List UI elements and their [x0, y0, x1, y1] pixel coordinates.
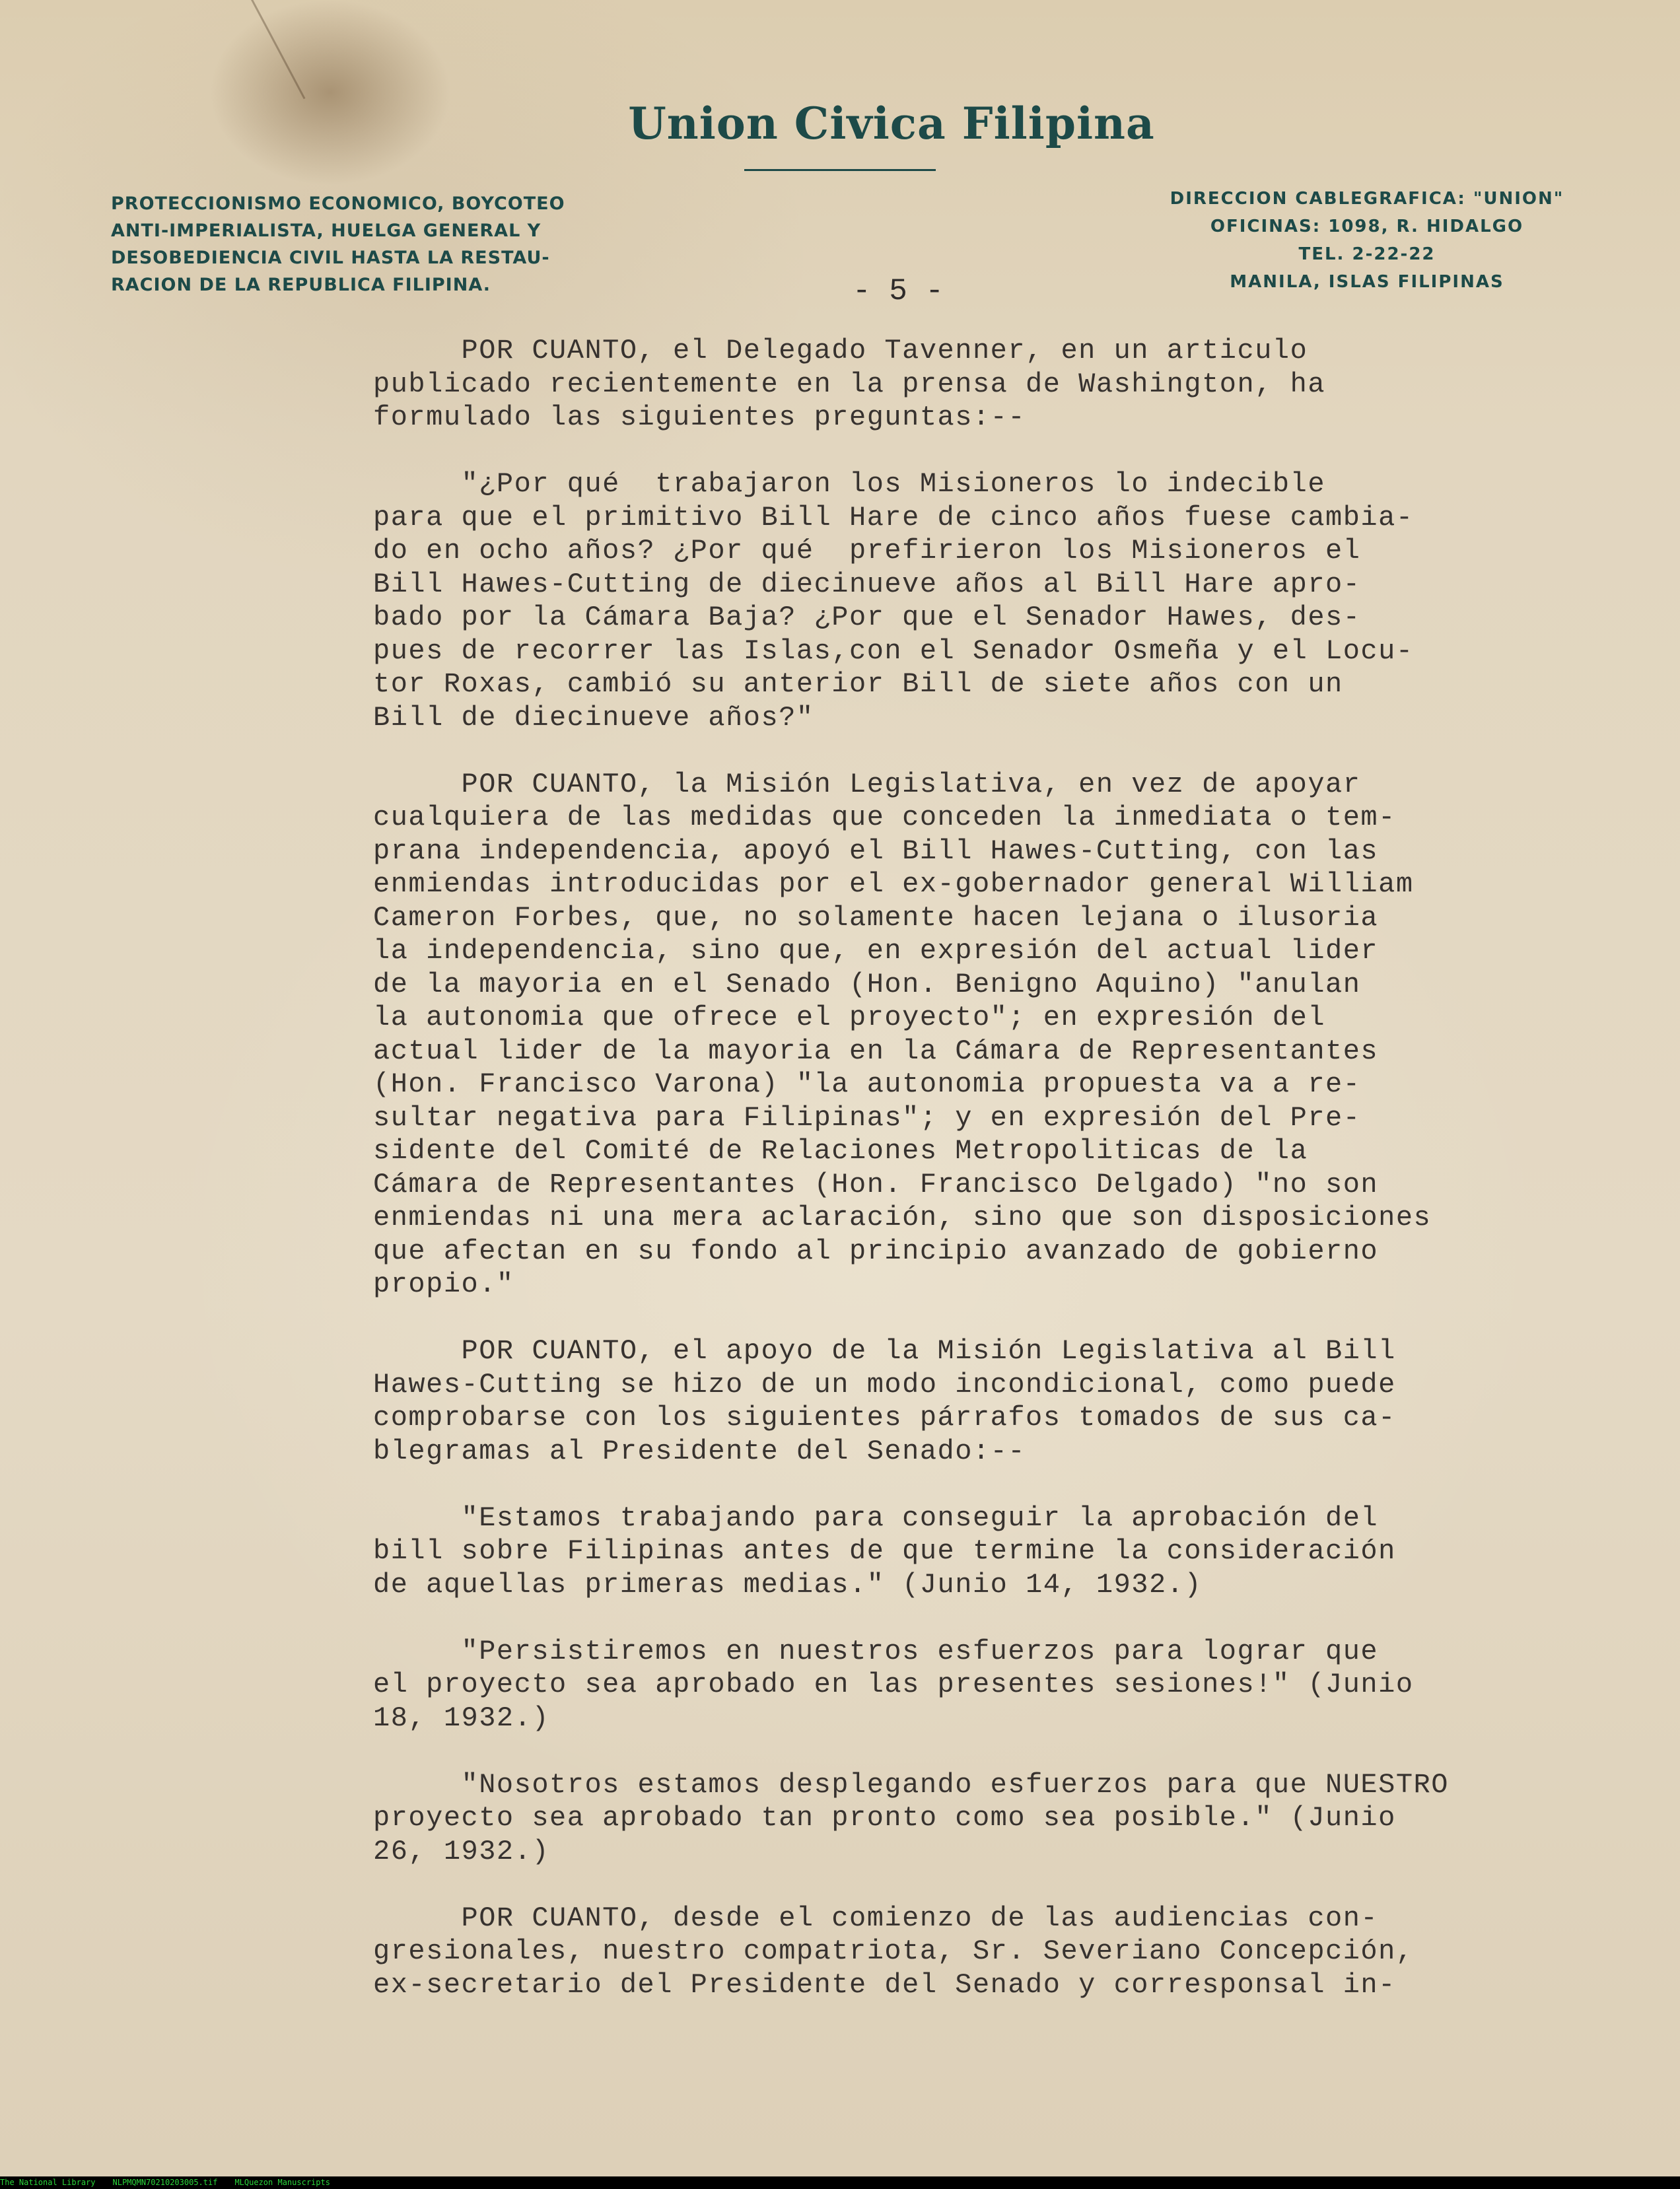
text-line: gresionales, nuestro compatriota, Sr. Severiano Concepción, — [373, 1935, 1414, 1967]
paragraph — [373, 1902, 1648, 2002]
text-line: Cámara de Representantes (Hon. Francisco Delgado) "no son — [373, 1168, 1379, 1200]
page-number: - 5 - — [852, 274, 944, 308]
text-line: "Persistiremos en nuestros esfuerzos para lograr que — [373, 1635, 1379, 1667]
letterhead-title: Union Civica Filipina — [628, 98, 1155, 149]
text-line: la autonomia que ofrece el proyecto"; en expresión del — [373, 1002, 1326, 1033]
text-line: blegramas al Presidente del Senado:-- — [373, 1435, 1026, 1467]
text-line: prana independencia, apoyó el Bill Hawes-Cutting, con las — [373, 835, 1379, 867]
text-line: "Nosotros estamos desplegando esfuerzos para que NUESTRO — [373, 1768, 1449, 1801]
text-line: cualquiera de las medidas que conceden la inmediata o tem- — [373, 802, 1396, 833]
text-line: de aquellas primeras medias." (Junio 14, 1932.) — [373, 1568, 1203, 1601]
paragraph — [373, 1335, 1648, 1468]
text-line: pues de recorrer las Islas,con el Senador Osmeña y el Locu- — [373, 635, 1414, 667]
text-line: el proyecto sea aprobado en las presentes sesiones!" (Junio — [373, 1669, 1414, 1700]
text-line: que afectan en su fondo al principio avanzado de gobierno — [373, 1235, 1379, 1267]
paragraph — [373, 1635, 1648, 1735]
text-line: publicado recientemente en la prensa de Washington, ha — [373, 368, 1326, 400]
letterhead-motto — [111, 190, 600, 298]
text-line: sidente del Comité de Relaciones Metropoliticas de la — [373, 1135, 1308, 1167]
motto-line: DESOBEDIENCIA CIVIL HASTA LA RESTAU- — [111, 248, 550, 268]
text-line: la independencia, sino que, en expresión del actual lider — [373, 935, 1379, 967]
text-line: POR CUANTO, el apoyo de la Misión Legislativa al Bill — [373, 1335, 1396, 1367]
motto-line: PROTECCIONISMO ECONOMICO, BOYCOTEO — [111, 193, 565, 214]
text-line: POR CUANTO, el Delegado Tavenner, en un articulo — [373, 335, 1308, 366]
contact-line: MANILA, ISLAS FILIPINAS — [1230, 272, 1504, 292]
paragraph — [373, 334, 1648, 434]
paragraph — [373, 768, 1648, 1302]
text-line: enmiendas ni una mera aclaración, sino que son disposiciones — [373, 1202, 1432, 1233]
text-line: "¿Por qué trabajaron los Misioneros lo indecible — [373, 468, 1326, 500]
footer-file: NLPMQMN70210203005.tif — [112, 2178, 218, 2187]
paragraph — [373, 1502, 1648, 1602]
text-line: ex-secretario del Presidente del Senado y corresponsal in- — [373, 1968, 1396, 2001]
typed-body — [373, 334, 1648, 2001]
text-line: de la mayoria en el Senado (Hon. Benigno Aquino) "anulan — [373, 968, 1361, 1000]
text-line: actual lider de la mayoria en la Cámara de Representantes — [373, 1035, 1379, 1067]
contact-line: OFICINAS: 1098, R. HIDALGO — [1210, 217, 1524, 236]
text-line: bado por la Cámara Baja? ¿Por que el Senador Hawes, des- — [373, 602, 1361, 633]
letterhead-contact — [1129, 185, 1605, 296]
letterhead-rule — [744, 169, 936, 171]
text-line: "Estamos trabajando para conseguir la aprobación del — [373, 1502, 1379, 1534]
text-line: bill sobre Filipinas antes de que termine la consideración — [373, 1535, 1396, 1567]
text-line: para que el primitivo Bill Hare de cinco años fuese cambia- — [373, 501, 1414, 534]
motto-line: ANTI-IMPERIALISTA, HUELGA GENERAL Y — [111, 221, 542, 241]
footer-collection: MLQuezon Manuscripts — [234, 2178, 330, 2187]
contact-line: DIRECCION CABLEGRAFICA: "UNION" — [1170, 189, 1564, 209]
text-line: proyecto sea aprobado tan pronto como sea posible." (Junio — [373, 1802, 1396, 1834]
text-line: 26, 1932.) — [373, 1835, 550, 1867]
text-line: 18, 1932.) — [373, 1702, 550, 1734]
text-line: formulado las siguientes preguntas:-- — [373, 401, 1026, 433]
paragraph — [373, 1768, 1648, 1869]
text-line: Cameron Forbes, que, no solamente hacen lejana o ilusoria — [373, 901, 1379, 934]
text-line: Bill de diecinueve años?" — [373, 701, 814, 734]
text-line: Hawes-Cutting se hizo de un modo incondicional, como puede — [373, 1368, 1396, 1401]
paper-crease — [251, 0, 305, 99]
text-line: sultar negativa para Filipinas"; y en expresión del Pre- — [373, 1101, 1361, 1134]
text-line: (Hon. Francisco Varona) "la autonomia propuesta va a re- — [373, 1068, 1361, 1100]
text-line: Bill Hawes-Cutting de diecinueve años al Bill Hare apro- — [373, 568, 1361, 600]
text-line: propio." — [373, 1268, 514, 1300]
text-line: tor Roxas, cambió su anterior Bill de siete años con un — [373, 668, 1343, 700]
footer-library: The National Library — [0, 2178, 96, 2187]
scan-footer — [0, 2176, 1680, 2189]
contact-line: TEL. 2-22-22 — [1298, 244, 1436, 264]
text-line: POR CUANTO, desde el comienzo de las audiencias con- — [373, 1902, 1379, 1934]
text-line: POR CUANTO, la Misión Legislativa, en vez de apoyar — [373, 768, 1361, 800]
text-line: do en ocho años? ¿Por qué prefirieron los Misioneros el — [373, 535, 1361, 567]
paragraph — [373, 468, 1648, 734]
text-line: comprobarse con los siguientes párrafos tomados de sus ca- — [373, 1402, 1396, 1434]
motto-line: RACION DE LA REPUBLICA FILIPINA. — [111, 275, 491, 295]
text-line: enmiendas introducidas por el ex-gobernador general William — [373, 868, 1414, 900]
